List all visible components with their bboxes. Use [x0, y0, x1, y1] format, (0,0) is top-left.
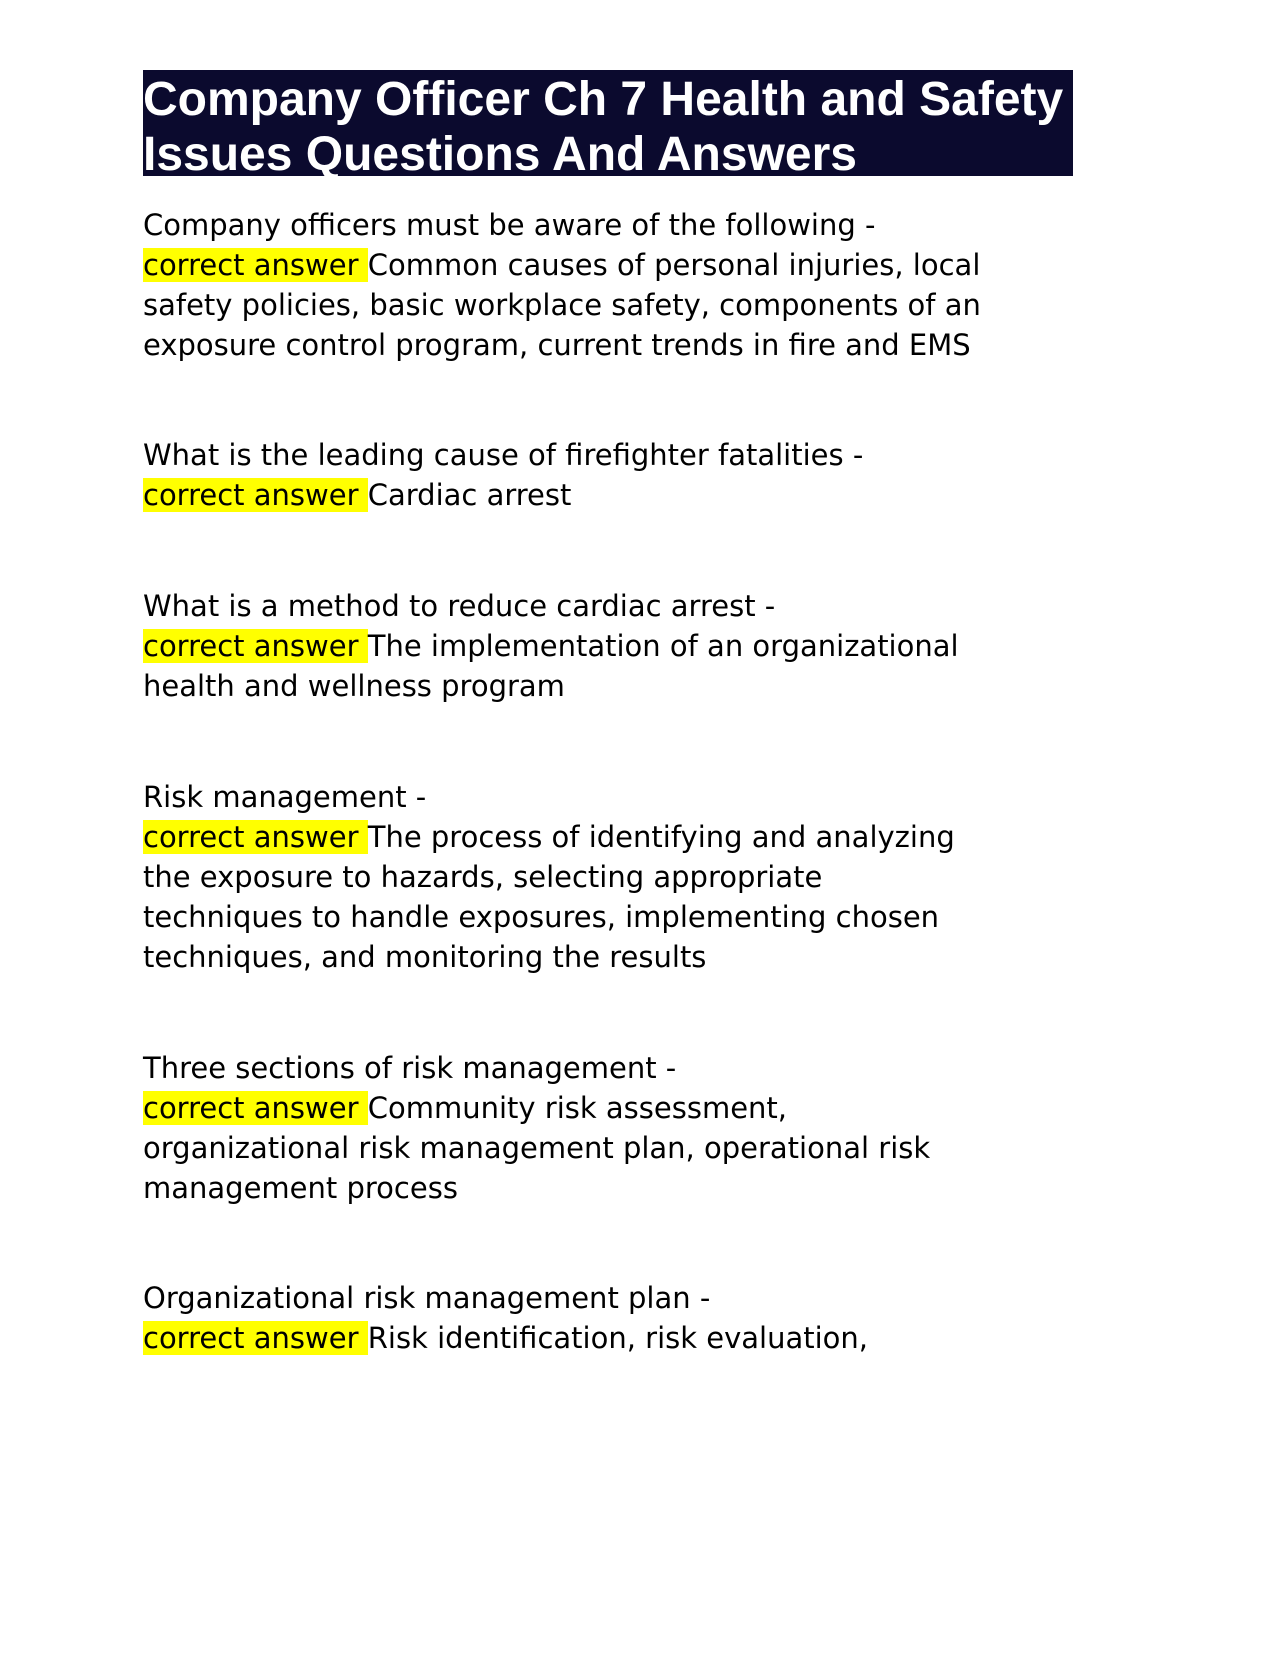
question-text: What is the leading cause of firefighter fatalities -: [143, 438, 864, 472]
answer-text: health and wellness program: [143, 669, 565, 703]
answer-text: safety policies, basic workplace safety, components of an: [143, 288, 981, 322]
question-text: Three sections of risk management -: [143, 1051, 677, 1085]
qa-item: [143, 435, 863, 515]
answer-text: The implementation of an organizational: [367, 629, 959, 663]
qa-item: [143, 1278, 868, 1358]
title-line-2: Issues Questions And Answers: [143, 128, 857, 181]
document-page: [143, 70, 1073, 1355]
answer-text: Cardiac arrest: [367, 478, 572, 512]
answer-text: management process: [143, 1171, 458, 1205]
document-title: [143, 70, 1073, 181]
answer-marker: correct answer: [143, 248, 368, 282]
answer-text: organizational risk management plan, operational risk: [143, 1131, 931, 1165]
answer-marker: correct answer: [143, 1321, 368, 1355]
answer-text: The process of identifying and analyzing: [367, 820, 955, 854]
answer-text: Common causes of personal injuries, local: [367, 248, 981, 282]
title-line-1: Company Officer Ch 7 Health and Safety: [143, 73, 1064, 126]
question-text: Organizational risk management plan -: [143, 1281, 711, 1315]
answer-text: the exposure to hazards, selecting appropriate: [143, 860, 823, 894]
answer-text: Risk identification, risk evaluation,: [367, 1321, 868, 1355]
qa-item: [143, 777, 955, 977]
answer-marker: correct answer: [143, 820, 368, 854]
qa-item: [143, 1048, 930, 1208]
qa-item: [143, 205, 981, 365]
question-text: Company officers must be aware of the following -: [143, 208, 876, 242]
answer-marker: correct answer: [143, 629, 368, 663]
question-text: What is a method to reduce cardiac arrest -: [143, 589, 776, 623]
answer-marker: correct answer: [143, 478, 368, 512]
answer-text: Community risk assessment,: [367, 1091, 788, 1125]
answer-text: exposure control program, current trends in fire and EMS: [143, 328, 971, 362]
qa-item: [143, 586, 959, 706]
answer-text: techniques to handle exposures, implementing chosen: [143, 900, 940, 934]
answer-text: techniques, and monitoring the results: [143, 940, 707, 974]
answer-marker: correct answer: [143, 1091, 368, 1125]
question-text: Risk management -: [143, 780, 427, 814]
